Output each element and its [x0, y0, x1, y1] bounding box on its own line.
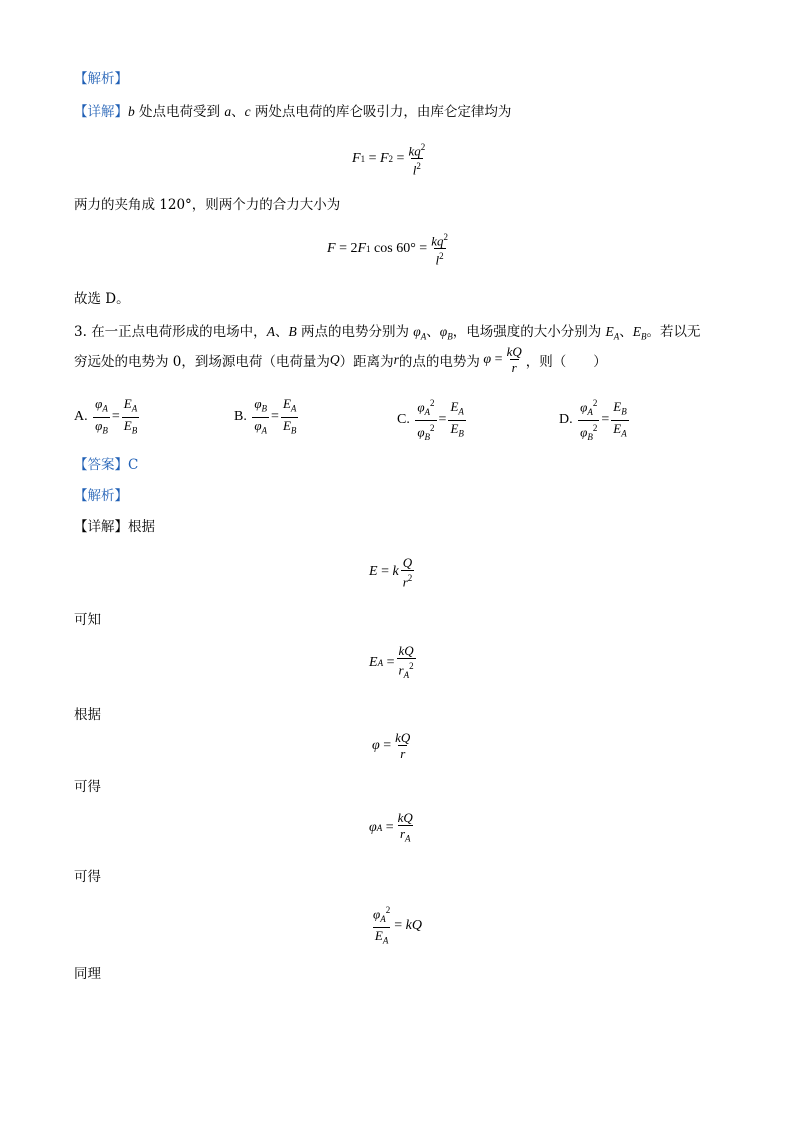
var-Q: Q [329, 351, 340, 367]
var-a: a [224, 104, 232, 119]
option-label-a: A. [74, 409, 88, 425]
var-B: B [288, 324, 297, 339]
detail-paragraph-2: 【详解】根据 [74, 519, 155, 535]
text: 两点的电势分别为 [296, 324, 414, 340]
ke-zhi-line: 可知 [74, 612, 101, 628]
answer-line: 【答案】C [74, 457, 139, 473]
question-3-line-2 [74, 344, 607, 375]
jiexi-heading-1: 【解析】 [74, 71, 128, 87]
ke-de-line-1: 可得 [74, 779, 101, 795]
equation-resultant-force: F = 2 F 1 cos 60° = $\frac{kq^2}{l^2}$ [327, 232, 448, 268]
option-label-c: C. [397, 412, 410, 428]
equation-coulomb-force: F 1 = F 2 = $\frac{kq^2}{l^2}$ [352, 142, 426, 178]
var-A: A [266, 324, 275, 339]
var-b: b [128, 104, 135, 119]
angle-line: 两力的夹角成 120°，则两个力的合力大小为 [74, 197, 341, 213]
text: 、 [426, 324, 440, 340]
jiexi-heading-2: 【解析】 [74, 488, 128, 504]
text: 处点电荷受到 [134, 104, 225, 120]
text: 、 [274, 324, 289, 340]
option-c[interactable]: C. $\frac{\varphi_A^2}{\varphi_B^2}$ = $\frac{E_A}{E_B}$ [397, 396, 468, 445]
text: ，则（ ） [525, 353, 607, 370]
text: 。若以无 [646, 324, 701, 340]
option-d[interactable]: D. $\frac{\varphi_A^2}{\varphi_B^2}$ = $\frac{E_B}{E_A}$ [559, 396, 631, 445]
text: 的点的电势为 [398, 353, 480, 370]
equation-field-strength: E = k $\frac{Q}{r^2}$ [369, 555, 413, 590]
equation-field-a: E A = $\frac{kQ}{r_A^2}$ [369, 643, 418, 683]
option-label-b: B. [234, 409, 247, 425]
gen-ju-line: 根据 [74, 707, 101, 723]
question-number: 3. [74, 324, 87, 340]
text: 、 [619, 324, 633, 340]
text: 两处点电荷的库仑吸引力，由库仑定律均为 [250, 104, 512, 120]
text: 、 [231, 104, 245, 120]
question-3-line-1: 3. 在一正点电荷形成的电场中，A、B 两点的电势分别为 $\varphi_A$、$\varphi_B$，电场强度的大小分别为 $E_A$、$E_B$。若以无 [74, 324, 701, 342]
text: ）距离为 [339, 353, 394, 370]
tong-li-line: 同理 [74, 966, 101, 982]
text: ，电场强度的大小分别为 [452, 324, 606, 340]
var-c: c [244, 104, 251, 119]
potential-formula-inline: φ = $\frac{kQ}{r}$ [483, 344, 522, 375]
ke-de-line-2: 可得 [74, 869, 101, 885]
detail-tag-1: 【详解】 [74, 104, 128, 120]
equation-ratio: $\frac{\varphi_A^2}{E_A}$ = kQ [369, 903, 422, 949]
equation-potential: φ = $\frac{kQ}{r}$ [372, 730, 411, 761]
var-r: r [393, 351, 399, 367]
option-label-d: D. [559, 412, 573, 428]
equation-potential-a: φ A = $\frac{kQ}{r_A}$ [369, 810, 417, 847]
option-a[interactable]: A. $\frac{\varphi_A}{\varphi_B}$ = $\frac{E_A}{E_B}$ [74, 396, 141, 438]
text: 穷远处的电势为 0，到场源电荷（电荷量为 [74, 353, 330, 370]
detail-paragraph-1 [74, 100, 511, 120]
text: 在一正点电荷形成的电场中， [91, 324, 267, 340]
choice-d-line: 故选 D。 [74, 291, 130, 307]
option-b[interactable]: B. $\frac{\varphi_B}{\varphi_A}$ = $\frac{E_A}{E_B}$ [234, 396, 300, 438]
